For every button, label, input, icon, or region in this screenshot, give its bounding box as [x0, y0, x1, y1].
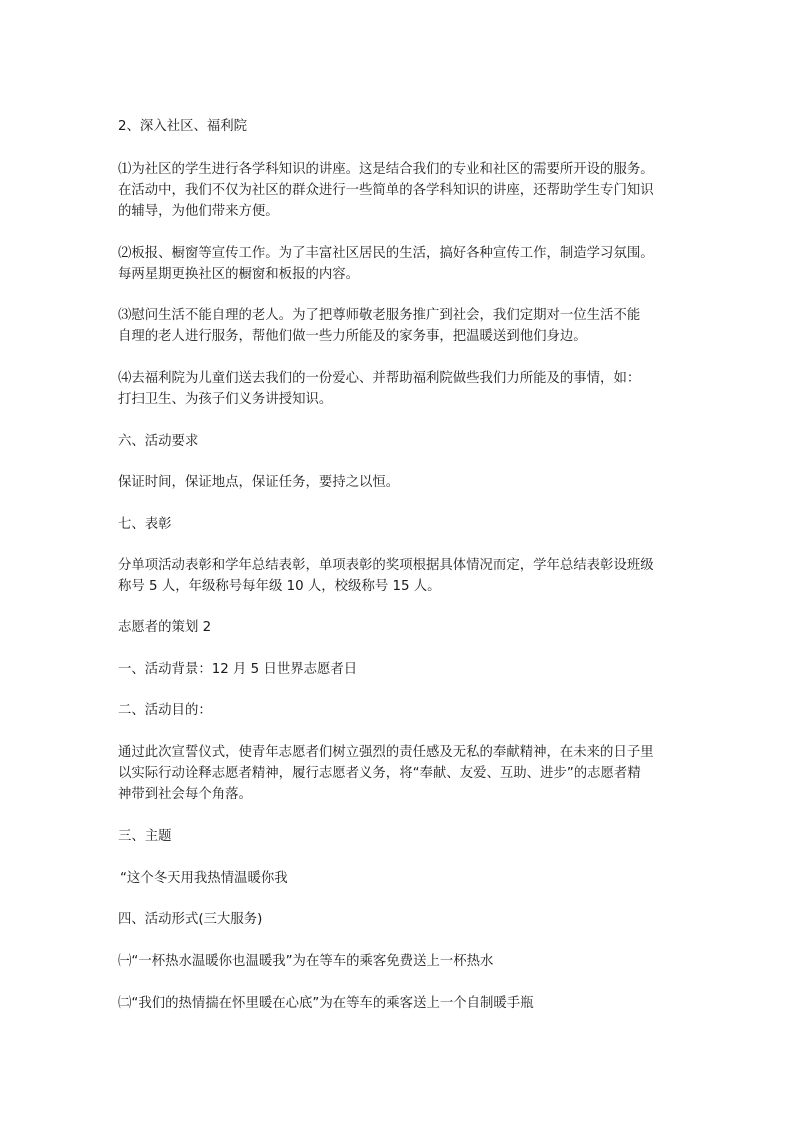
document-subtitle: 志愿者的策划 2 — [118, 620, 212, 635]
paragraph-elderly-visit: ⑶慰问生活不能自理的老人。为了把尊师敬老服务推广到社会，我们定期对一位生活不能 自理的老人进行服务，帮他们做一些力所能及的家务事，把温暖送到他们身边。 — [118, 308, 641, 344]
section-heading-requirements: 六、活动要求 — [118, 434, 199, 449]
section-heading-background: 一、活动背景：12 月 5 日世界志愿者日 — [118, 662, 358, 677]
list-item-hand-warmer: ㈡“我们的热情揣在怀里暖在心底”为在等车的乘客送上一个自制暖手瓶 — [118, 996, 534, 1011]
section-heading-purpose: 二、活动目的： — [118, 703, 212, 718]
paragraph-purpose: 通过此次宣誓仪式，使青年志愿者们树立强烈的责任感及无私的奉献精神，在未来的日子里 以实际行动诠释志愿者精神，履行志愿者义务，将“奉献、友爱、互助、进步”的志愿者精 神带到社会每个角落。 — [118, 745, 654, 802]
paragraph-commendation: 分单项活动表彰和学年总结表彰，单项表彰的奖项根据具体情况而定，学年总结表彰设班级 称号 5 人，年级称号每年级 10 人，校级称号 15 人。 — [118, 558, 654, 594]
paragraph-requirements: 保证时间，保证地点，保证任务，要持之以恒。 — [118, 475, 400, 490]
section-heading-community: 2、深入社区、福利院 — [118, 119, 248, 134]
section-heading-activity-form: 四、活动形式(三大服务) — [118, 912, 263, 927]
paragraph-theme: “这个冬天用我热情温暖你我 — [120, 871, 288, 886]
paragraph-bulletin-board: ⑵板报、橱窗等宣传工作。为了丰富社区居民的生活，搞好各种宣传工作，制造学习氛围。 每两星期更换社区的橱窗和板报的内容。 — [118, 246, 654, 282]
paragraph-welfare-home: ⑷去福利院为儿童们送去我们的一份爱心、并帮助福利院做些我们力所能及的事情，如： 打扫卫生、为孩子们义务讲授知识。 — [118, 371, 641, 407]
paragraph-lecture: ⑴为社区的学生进行各学科知识的讲座。这是结合我们的专业和社区的需要所开设的服务。 在活动中，我们不仅为社区的群众进行一些简单的各学科知识的讲座，还帮助学生专门知识 的辅导，为他们带来方便。 — [118, 162, 654, 219]
section-heading-commendation: 七、表彰 — [118, 517, 172, 532]
section-heading-theme: 三、主题 — [118, 829, 172, 844]
list-item-hot-water: ㈠“一杯热水温暖你也温暖我”为在等车的乘客免费送上一杯热水 — [118, 954, 494, 969]
